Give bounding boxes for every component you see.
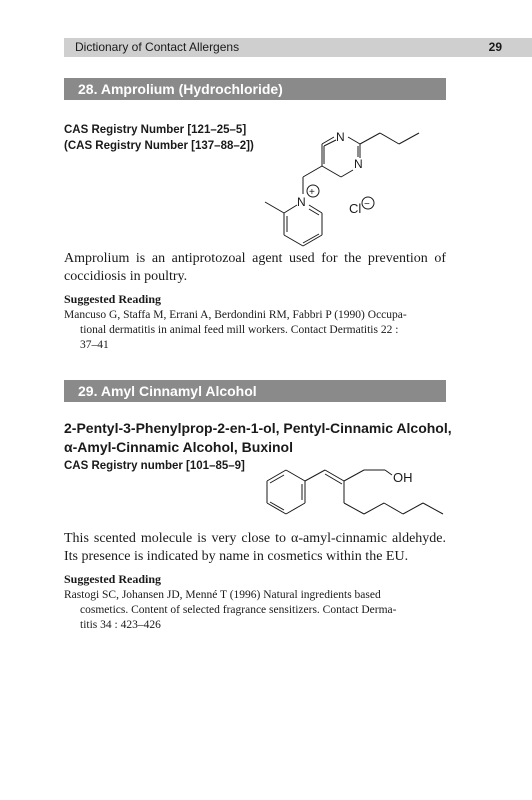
entry-28-alt-cas-number: (CAS Registry Number [137–88–2]) xyxy=(64,140,254,152)
chloride-label: Cl xyxy=(349,201,362,216)
reference-line: Mancuso G, Staffa M, Errani A, Berdondini RM, Fabbri P (1990) Occupa- xyxy=(64,309,407,321)
entry-29-synonyms-line1: 2-Pentyl-3-Phenylprop-2-en-1-ol, Pentyl-Cinnamic Alcohol, xyxy=(64,420,452,436)
negative-charge-label: − xyxy=(364,199,370,210)
positive-charge-label: + xyxy=(309,187,315,198)
entry-29-cas-number: CAS Registry number [101–85–9] xyxy=(64,460,245,472)
hydroxyl-label: OH xyxy=(393,470,413,485)
entry-29-reading-reference xyxy=(64,588,446,633)
entry-29-title: 29. Amyl Cinnamyl Alcohol xyxy=(78,383,257,399)
reference-line: tional dermatitis in animal feed mill workers. Contact Dermatitis 22 : xyxy=(80,324,399,336)
entry-29-description: This scented molecule is very close to α-amyl-cinnamic aldehyde. Its presence is indicated by name in cosmetics within the EU. xyxy=(64,531,446,564)
entry-28-title: 28. Amprolium (Hydrochloride) xyxy=(78,81,283,97)
reference-line: cosmetics. Content of selected fragrance sensitizers. Contact Derma- xyxy=(80,604,397,616)
entry-28-reading-heading: Suggested Reading xyxy=(64,292,162,306)
entry-29-reading-heading: Suggested Reading xyxy=(64,572,162,586)
entry-28-cas-number: CAS Registry Number [121–25–5] xyxy=(64,124,247,136)
entry-28-reading-reference xyxy=(64,308,446,353)
pyrimidine-n1-label: N xyxy=(336,130,345,144)
reference-line: Rastogi SC, Johansen JD, Menné T (1996) Natural ingredients based xyxy=(64,589,381,601)
entry-29-synonyms-line2: α-Amyl-Cinnamic Alcohol, Buxinol xyxy=(64,439,293,455)
reference-line: titis 34 : 423–426 xyxy=(80,619,161,631)
reference-line: 37–41 xyxy=(80,339,109,351)
pyridinium-n-label: N xyxy=(297,195,306,209)
pyrimidine-n2-label: N xyxy=(354,157,363,171)
page-number: 29 xyxy=(488,40,502,54)
entry-28-description: Amprolium is an antiprotozoal agent used for the prevention of coccidiosis in poultry. xyxy=(64,251,446,284)
running-header-title: Dictionary of Contact Allergens xyxy=(75,40,240,54)
